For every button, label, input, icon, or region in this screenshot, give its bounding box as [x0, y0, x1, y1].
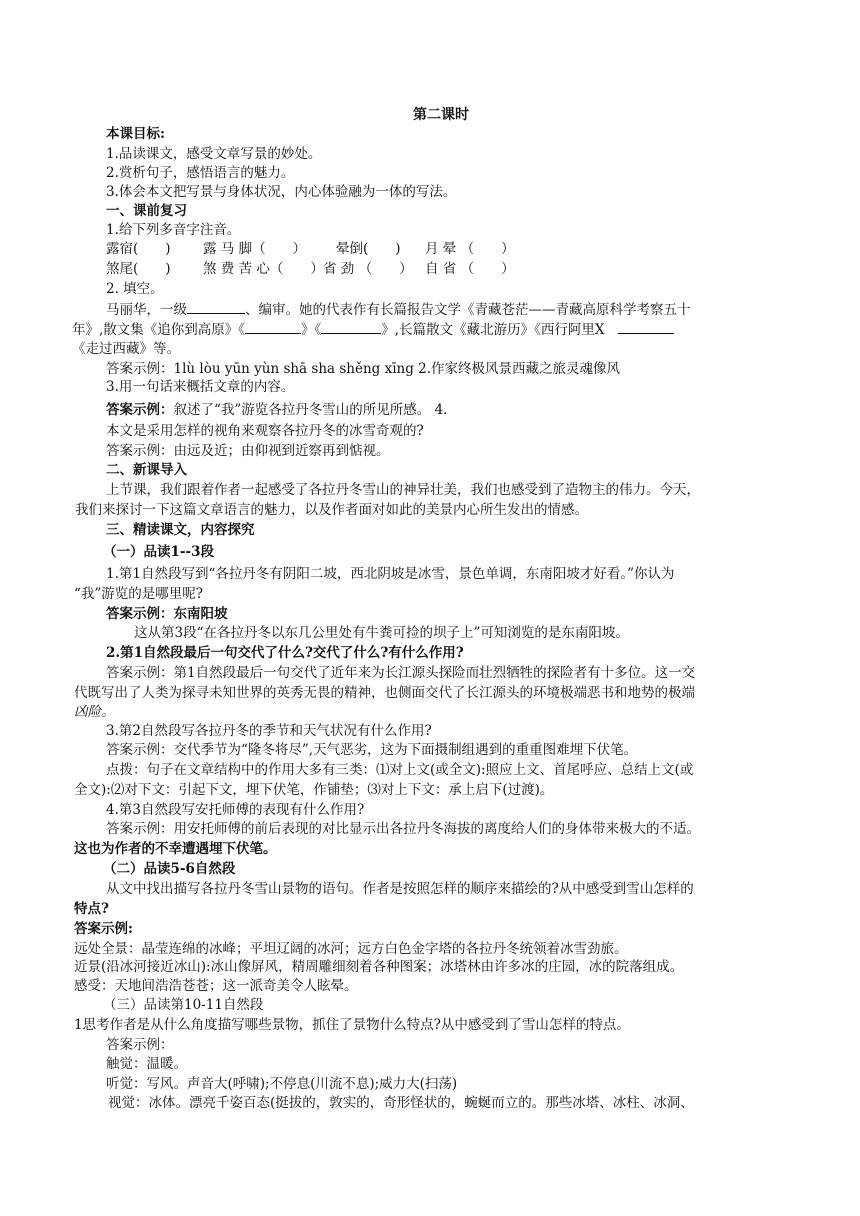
paragraph-line: 上节课，我们跟着作者一起感受了各拉丹冬雪山的神异壮美，我们也感受到了造物主的伟力。今天， [106, 482, 700, 498]
fill-line-1 [106, 300, 691, 319]
answer: 答案示例：1lù lòu yūn yùn shā sha shěng xīng 2.作家终极风景西藏之旅灵魂像风 [106, 361, 621, 377]
fill-line-2 [72, 320, 674, 339]
answer: 答案示例：第1自然段最后一句交代了近年来为长江源头探险而壮烈牺牲的探险者有十多位。这一交 [106, 665, 696, 681]
answer: 凶险。 [74, 704, 115, 720]
pinyin-item: 煞 费 苦 心（ ） [203, 261, 324, 277]
question: 1.给下列多音字注音。 [106, 222, 241, 238]
fill-blank [618, 320, 674, 334]
pinyin-item: 月 晕 （ ） [425, 241, 515, 257]
answer-label: 答案示例： [106, 1037, 174, 1053]
question: 2. 填空。 [106, 281, 164, 297]
subsection-heading: （一）品读1--3段 [103, 544, 214, 560]
goals-heading: 本课目标: [106, 126, 165, 142]
question: 3.第2自然段写各拉丹冬的季节和天气状况有什么作用? [106, 723, 432, 739]
section-heading: 二、新课导入 [106, 462, 187, 478]
goal-item: 3.体会本文把写景与身体状况，内心体验融为一体的写法。 [106, 184, 457, 200]
answer: 答案示例：交代季节为“隆冬将尽”,天气恶劣，这为下面摄制组遇到的重重图难埋下伏笔。 [106, 742, 638, 758]
fill-text: 、编审。她的代表作有长篇报告文学《青藏苍茫——青藏高原科学考察五十 [245, 302, 691, 318]
answer: 代既写出了人类为探寻未知世界的英秀无畏的精神，也侧面交代了长江源头的环境极端恶书和地势的极端 [74, 685, 695, 701]
answer: 感受：天地间浩浩苍苍；这一派奇美令人眩晕。 [74, 978, 358, 994]
answer: 这也为作者的不幸遭遇埋下伏笔。 [74, 841, 277, 857]
question: 1思考作者是从什么角度描写哪些景物，抓住了景物什么特点?从中感受到了雪山怎样的特点。 [74, 1017, 630, 1033]
question: 特点? [74, 901, 109, 917]
answer: 近景(沿冰河接近冰山):冰山像屏风，精周雕细刻着各种图案；冰塔林由许多冰的庄园，冰的院落组成。 [74, 959, 684, 975]
pinyin-item: 自 省 （ ） [425, 261, 515, 277]
question: 2.第1自然段最后一句交代了什么?交代了什么?有什么作用? [106, 645, 464, 661]
answer: 这从第3段“在各拉丹冬以东几公里处有牛粪可捡的坝子上”可知浏览的是东南阳坡。 [134, 625, 629, 641]
answer: 答案示例：用安托师傅的前后表现的对比显示出各拉丹冬海拔的离度给人们的身体带来极大的不适。 [106, 821, 700, 837]
goal-item: 2.赏析句子，感悟语言的魅力。 [106, 165, 295, 181]
section-heading: 三、精读课文，内容探究 [106, 522, 255, 538]
question: 本文是采用怎样的视角来观察各拉丹冬的冰雪奇观的? [106, 423, 424, 439]
subsection-heading: （二）品读5-6自然段 [103, 861, 236, 877]
hint: 点拨：句子在文章结构中的作用大多有三类：⑴对上文(或全文):照应上文、首尾呼应、总结上文(或 [106, 762, 694, 778]
answer: 答案示例：由远及近；由仰视到近察再到惦视。 [106, 443, 390, 459]
question: 4.第3自然段写安托师傅的表现有什么作用? [106, 802, 365, 818]
hint: 全文):⑵对下文：引起下文，埋下伏笔，作铺垫；⑶对上下文：承上启下(过渡)。 [74, 782, 554, 798]
question: 1.第1自然段写到“各拉丹冬有阴阳二坡，西北阴坡是冰雪，景色单调，东南阳坡才好看。”你认为 [106, 566, 675, 582]
answer-label: 答案示例: [74, 921, 133, 937]
fill-blank [245, 320, 301, 334]
question: 3.用一句话来概括文章的内容。 [106, 379, 295, 395]
question: “我”游览的是哪里呢? [74, 586, 204, 602]
pinyin-item: 露 马 脚（ ） [203, 241, 307, 257]
section-heading: 一、课前复习 [106, 203, 187, 219]
answer: 答案示例：东南阳坡 [106, 606, 228, 622]
fill-text: 马丽华，一级 [106, 302, 187, 318]
pinyin-item: 晕倒( ) [336, 241, 401, 257]
answer [106, 401, 447, 419]
fill-text: 》《 [301, 322, 322, 338]
pinyin-item: 煞尾( ) [106, 261, 171, 277]
answer: 听觉：写风。声音大(呼啸);不停息(川流不息);威力大(扫荡) [106, 1076, 458, 1092]
subsection-heading: （三）品读第10-11自然段 [103, 997, 264, 1013]
answer-text: 叙述了“我”游览各拉丹冬雪山的所见所感。 4. [173, 402, 448, 418]
paragraph-line: 《走过西藏》等。 [72, 341, 180, 357]
page-title: 第二课时 [413, 107, 469, 123]
pinyin-item: 露宿( ) [106, 241, 171, 257]
answer: 视觉：冰体。漂亮千姿百态(挺拔的，敦实的，奇形怪状的，蜿蜒而立的。那些冰塔、冰柱、冰洞、 [108, 1095, 694, 1111]
fill-blank [187, 300, 245, 314]
fill-text: 》,长篇散文《藏北游历》《西行阿里X [381, 322, 605, 338]
answer: 触觉：温暖。 [106, 1056, 187, 1072]
pinyin-item: 省 劲 （ ） [323, 261, 413, 277]
paragraph-line: 我们来探讨一下这篇文章语言的魅力，以及作者面对如此的美景内心所生发出的情感。 [75, 502, 588, 518]
answer: 远处全景：晶莹连绵的冰峰；平坦辽阔的冰河；远方白色金字塔的各拉丹冬统领着冰雪劲旅。 [74, 941, 628, 957]
question: 从文中找出描写各拉丹冬雪山景物的语句。作者是按照怎样的顺序来描绘的?从中感受到雪山怎样的 [106, 881, 694, 897]
fill-blank [321, 320, 381, 334]
answer-label: 答案示例： [106, 402, 174, 418]
fill-text: 年》,散文集《追你到高原》《 [72, 322, 246, 338]
goal-item: 1.品读课文，感受文章写景的妙处。 [106, 146, 322, 162]
